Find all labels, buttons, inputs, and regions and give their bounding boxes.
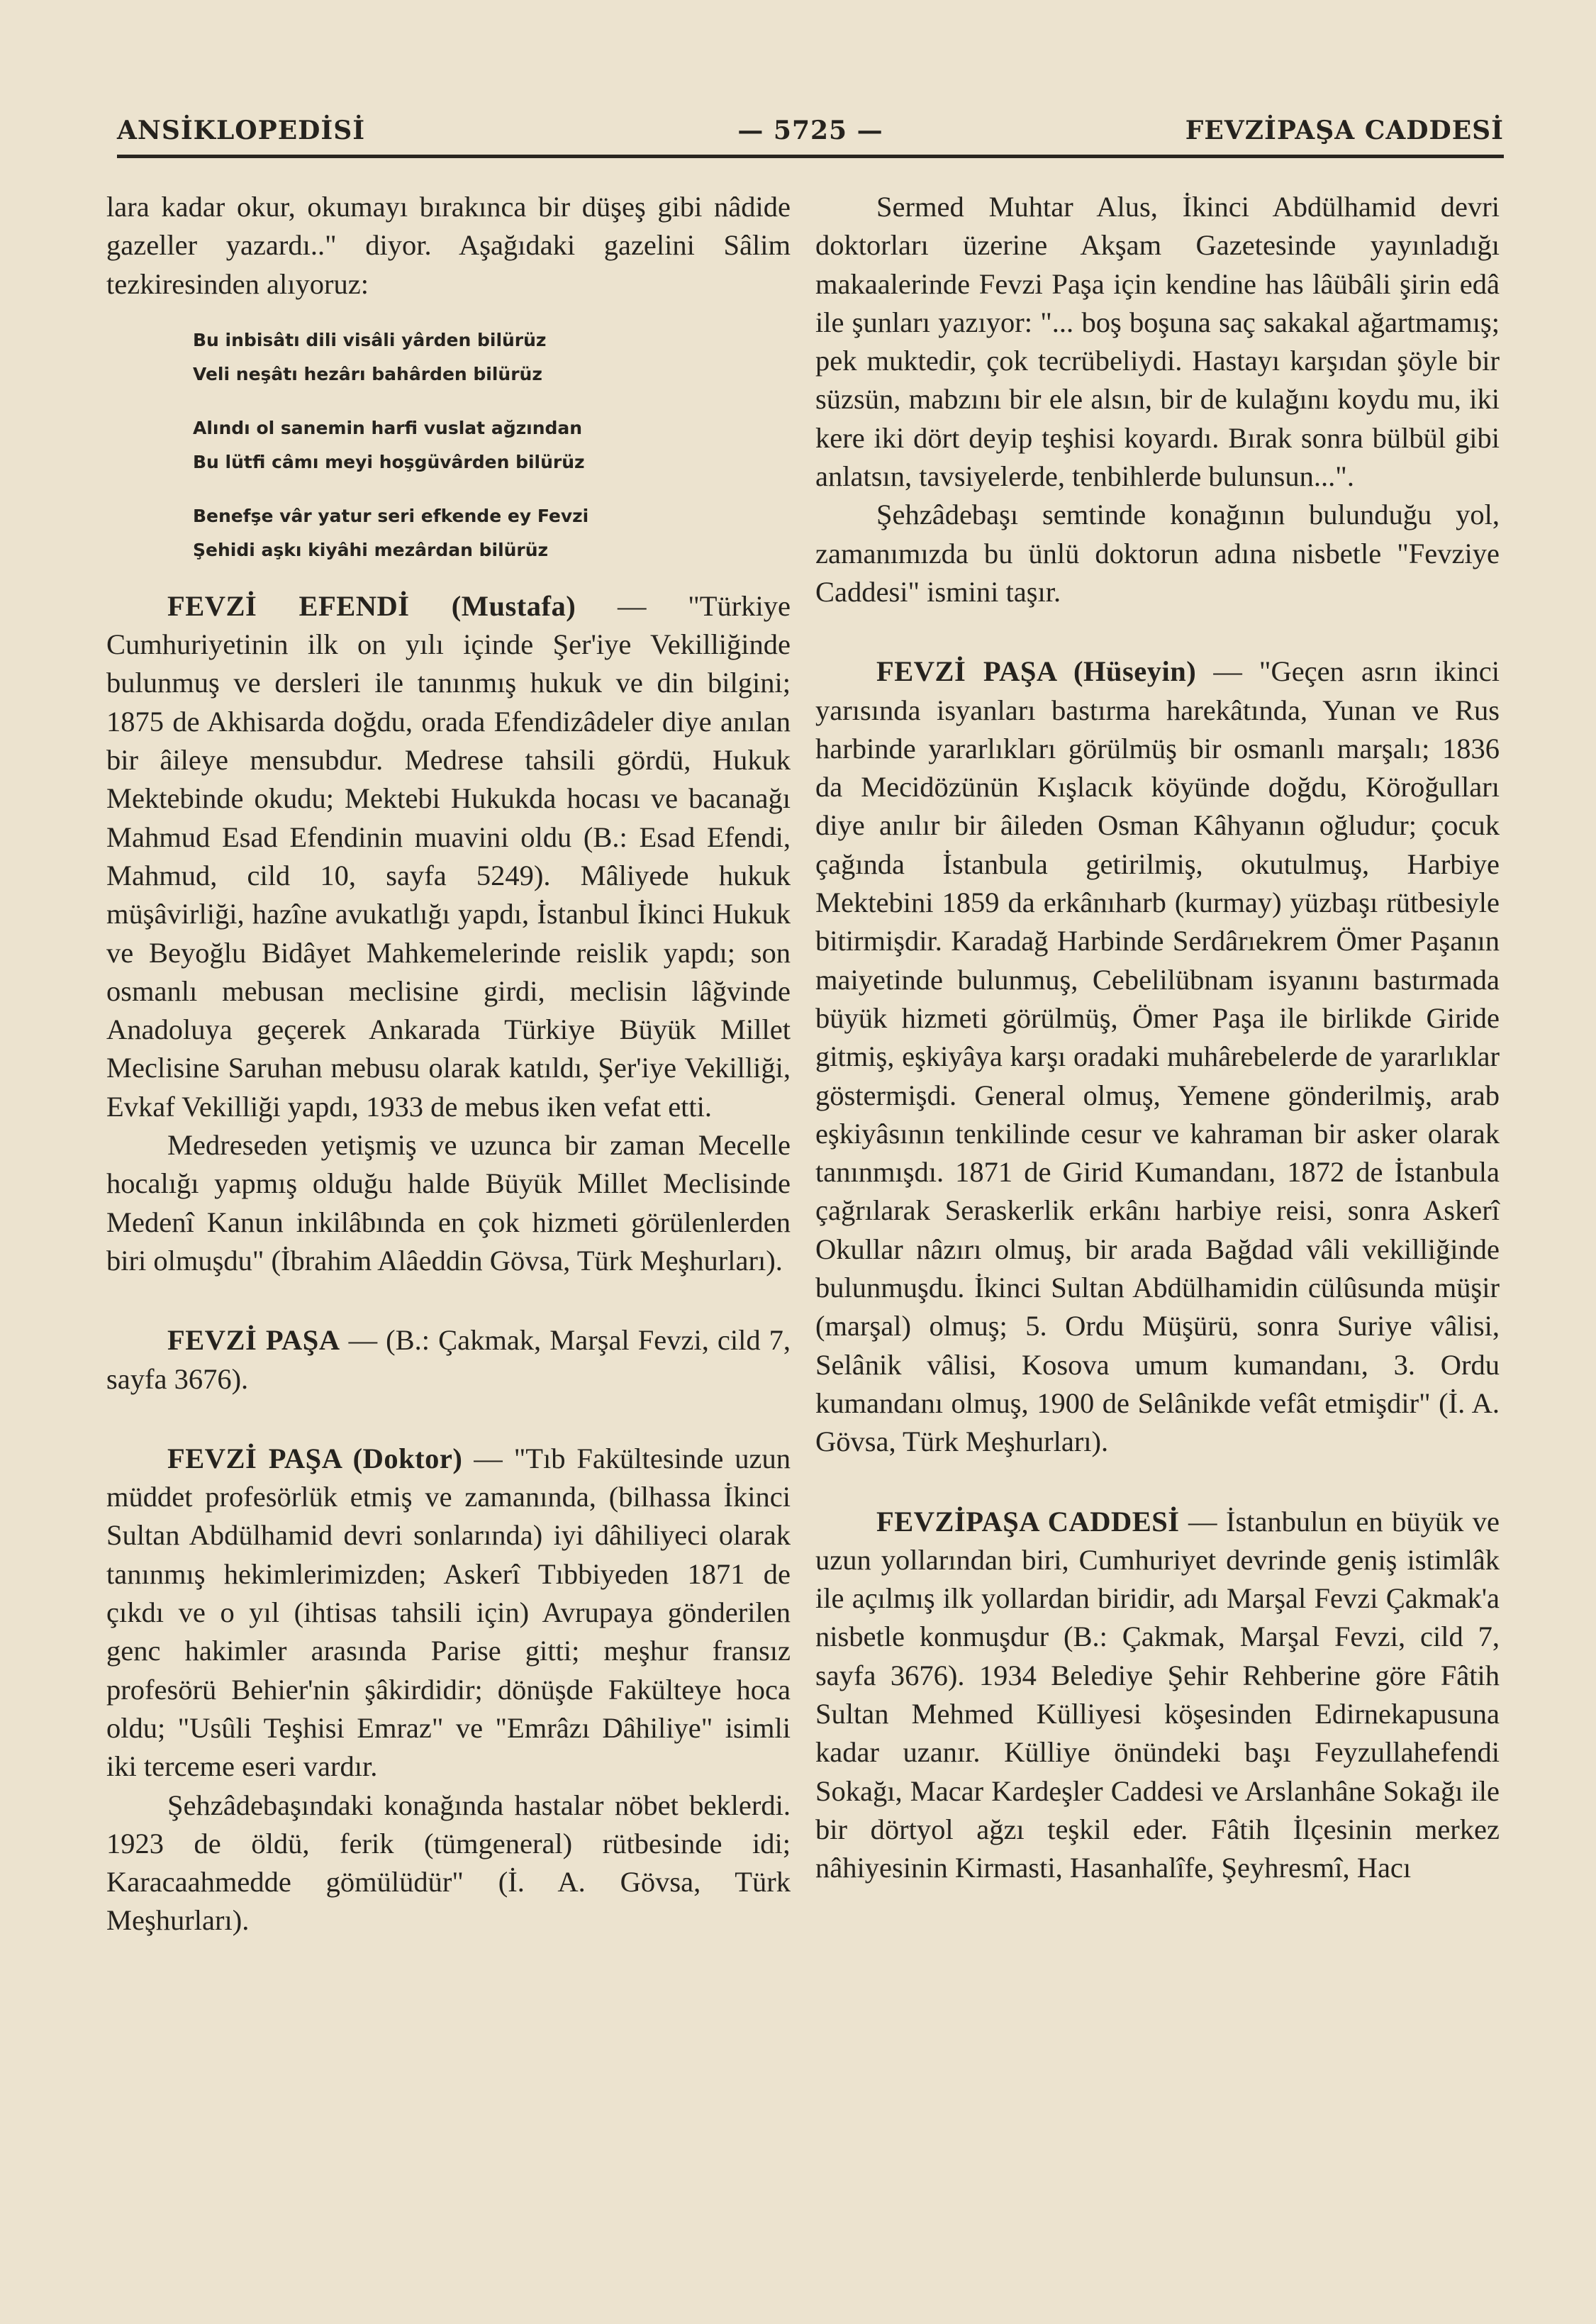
entry-text: — İstanbulun en büyük ve uzun yollarından biri, Cumhuriyet devrinde geniş istimlâk ile açılmış ilk yollardan biridir, adı Marşal Fevzi Çakmak'a nisbetle konmuşdur (B.: Çakmak, Marşal Fevzi, cild 7, sayfa 3676). 1934 Belediye Şehir Rehberine göre Fâtih Sultan Mehmed Külliyesi köşesinden Edirnekapusuna kadar uzanır. Külliye önündeki başı Feyzullahefendi Sokağı, Macar Kardeşler Caddesi ve Arslanhâne Sokağı ile bir dörtyol ağzı teşkil eder. Fâtih İlçesinin merkez nâhiyesinin Kirmasti, Hasanhalîfe, Şeyhresmî, Hacı (815, 1505, 1500, 1884)
entry-text: — (B.: Çakmak, Marşal Fevzi, cild 7, sayfa 3676). (106, 1324, 791, 1395)
poem-line: Bu lütfi câmı meyi hoşgüvârden bilürüz (193, 451, 585, 472)
entry-fevzipasa-caddesi (815, 1503, 1500, 1888)
poem-stanza (193, 499, 791, 567)
entry-headword: FEVZİ EFENDİ (167, 589, 410, 622)
entry-headword: FEVZİ PAŞA (167, 1324, 340, 1357)
entry-fevzi-pasa-doktor (106, 1440, 791, 1940)
entry-fevzi-efendi (106, 587, 791, 1280)
right-column (815, 188, 1500, 1887)
entry-text: — "Geçen asrın ikinci yarısında isyanları bastırma harekâtında, Yunan ve Rus harbinde yararlıkları görülmüş bir osmanlı marşalı; 1836 da Mecidözünün Kışlacık köyünde doğdu, Köroğulları diye anılır bir âileden Osman Kâhyanın oğludur; çocuk çağında İstanbula getirilmiş, okutulmuş, Harbiye Mektebini 1859 da erkânıharb (kurmay) yüzbaşı rütbesiyle bitirmişdir. Karadağ Harbinde Serdârıekrem Ömer Paşanın maiyetinde bulunmuş, Cebelilübnam isyanını bastırmada büyük hizmeti görülmüş, Ömer Paşa ile birlikde Giride gitmiş, eşkiyâya karşı oradaki muhârebelerde de yararlıklar göstermişdi. General olmuş, Yemene gönderilmiş, arab eşkiyâsının tenkilinde cesur ve kahraman bir asker olarak tanınmışdı. 1871 de Girid Kumandanı, 1872 de İstanbula çağrılarak Seraskerlik erkânı harbiye reisi, sonra Askerî Okullar nâzırı olmuş, bir arada Bağdad vâli vekilliğinde bulunmuşdu. İkinci Sultan Abdülhamidin cülûsunda müşir (marşal) olmuş; 5. Ordu Müşürü, sonra Suriye vâlisi, Selânik vâlisi, Kosova umum kumandanı, 3. Ordu kumandanı olmuş, 1900 de Selânikde vefât etmişdir" (İ. A. Gövsa, Türk Meşhurları). (815, 655, 1500, 1458)
header-right: FEVZİPAŞA CADDESİ (1185, 116, 1504, 145)
entry-headword: FEVZİ PAŞA (167, 1442, 342, 1474)
entry-headword-qualifier: (Doktor) (341, 1442, 463, 1474)
poem-stanza (193, 323, 791, 391)
gazel-poem (106, 323, 791, 567)
poem-line: Bu inbisâtı dili visâli yârden bilürüz (193, 329, 547, 350)
header-rule (117, 155, 1504, 158)
entry-headword: FEVZİ PAŞA (876, 655, 1056, 688)
entry-text: Medreseden yetişmiş ve uzunca bir zaman Mecelle hocalığı yapmış olduğu halde Büyük Millet Meclisinde Medenî Kanun inkilâbında en çok hizmeti görülenlerden biri olmuşdu" (İbrahim Alâeddin Gövsa, Türk Meşhurları). (106, 1129, 791, 1277)
poem-line: Şehidi aşkı kiyâhi mezârdan bilürüz (193, 539, 549, 560)
intro-paragraph: lara kadar okur, okumayı bırakınca bir düşeş gibi nâdide gazeller yazardı.." diyor. Aşağıdaki gazelini Sâlim tezkiresinden alıyoruz: (106, 191, 791, 300)
poem-stanza (193, 411, 791, 479)
entry-headword-qualifier: (Mustafa) (409, 589, 576, 622)
entry-headword-qualifier: (Hüseyin) (1056, 655, 1197, 688)
poem-line: Alındı ol sanemin harfi vuslat ağzından (193, 417, 583, 438)
entry-fevzi-pasa-cakmak (106, 1321, 791, 1399)
header-left: ANSİKLOPEDİSİ (117, 116, 366, 145)
page-number: — 5725 — (737, 116, 883, 145)
entry-text: Şehzâdebaşındaki konağında hastalar nöbet beklerdi. 1923 de öldü, ferik (tümgeneral) rütbesinde idi; Karacaahmedde gömülüdür" (İ. A. Gövsa, Türk Meşhurları). (106, 1789, 791, 1937)
entry-text: — "Türkiye Cumhuriyetinin ilk on yılı içinde Şer'iye Vekilliğinde bulunmuş ve dersleri ile tanınmış hukuk ve din bilgini; 1875 de Akhisarda doğdu, orada Efendizâdeler diye anılan bir âileye mensubdur. Medrese tahsili gördü, Hukuk Mektebinde okudu; Mektebi Hukukda hocası ve bacanağı Mahmud Esad Efendinin muavini oldu (B.: Esad Efendi, Mahmud, cild 10, sayfa 5249). Mâliyede hukuk müşâvirliği, hazîne avukatlığı yapdı, İstanbul İkinci Hukuk ve Beyoğlu Bidâyet Mahkemelerinde reislik yapdı; son osmanlı mebusan meclisine girdi, meclisin lâğvinde Anadoluya geçerek Ankarada Türkiye Büyük Millet Meclisine Saruhan mebusu olarak katıldı, Şer'iye Vekilliği, Evkaf Vekilliği yapdı, 1933 de mebus iken vefat etti. (106, 589, 791, 1123)
entry-headword: FEVZİPAŞA CADDESİ (876, 1505, 1180, 1538)
left-column (106, 188, 791, 1940)
entry-fevzi-pasa-huseyin (815, 652, 1500, 1461)
running-header (117, 110, 1504, 152)
entry-text: — "Tıb Fakültesinde uzun müddet profesörlük etmiş ve zamanında, (bilhassa İkinci Sultan Abdülhamid devri sonlarında) iyi dâhiliyeci olarak tanınmış hekimlerimizden; Askerî Tıbbiyeden 1871 de çıkdı ve o yıl (ihtisas tahsili için) Avrupaya gönderilen genc hakimler arasında Parise gitti; meşhur fransız profesörü Behier'nin şâkirdidir; dönüşde Fakülteye hoca oldu; "Usûli Teşhisi Emraz" ve "Emrâzı Dâhiliye" isimli iki terceme eseri vardır. (106, 1442, 791, 1783)
poem-line: Veli neşâtı hezârı bahârden bilürüz (193, 363, 542, 384)
poem-line: Benefşe vâr yatur seri efkende ey Fevzi (193, 505, 589, 526)
entry-text: Sermed Muhtar Alus, İkinci Abdülhamid devri doktorları üzerine Akşam Gazetesinde yayınladığı makaalerinde Fevzi Paşa için kendine has lâübâli şirin edâ ile şunları yazıyor: "... boş boşuna saç sakakal ağartmamış; pek muktedir, çok tecrübeliydi. Hastayı karşıdan şöyle bir süzsün, mabzını bir ele alsın, bir de kulağını koydu mu, iki kere iki dört deyip teşhisi koyardı. Bırak sonra bülbül gibi anlatsın, tavsiyelerde, tenbihlerde bulunsun...". (815, 191, 1500, 493)
entry-text: Şehzâdebaşı semtinde konağının bulunduğu yol, zamanımızda bu ünlü doktorun adına nisbetle "Fevziye Caddesi" ismini taşır. (815, 499, 1500, 608)
